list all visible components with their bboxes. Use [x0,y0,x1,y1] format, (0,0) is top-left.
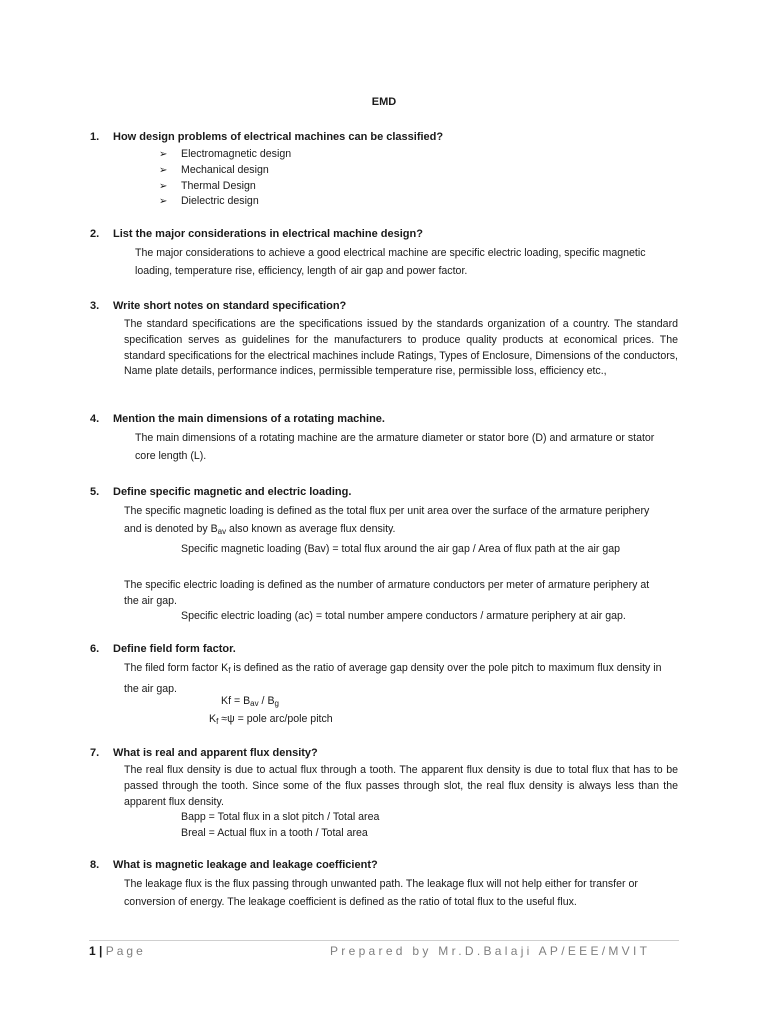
question-1 [90,131,443,143]
footer-divider [89,940,679,941]
question-number: 7. [90,747,100,759]
question-text: Define field form factor. [113,643,236,655]
formula-field-form-factor: $Kf = B_{av} / B_g$ [221,695,279,708]
question-number: 6. [90,643,100,655]
formula-specific-electric-loading: Specific electric loading (ac) = total number ampere conductors / armature periphery at air gap. [181,610,626,622]
answer-6: The filed form factor $K_f$ is defined as the ratio of average gap density over the pole pitch to maximum flux density in the air gap. [124,662,662,695]
arrow-bullet-icon: ➢ [159,164,168,176]
answer-5-magnetic: The specific magnetic loading is defined as the total flux per unit area over the surface of the armature periphery and is denoted by $B_{av}$ also known as average flux density. [124,505,650,536]
arrow-bullet-icon: ➢ [159,196,168,208]
question-text: Write short notes on standard specification? [113,300,347,312]
footer-author: Prepared by Mr.D.Balaji AP/EEE/MVIT [330,944,651,958]
question-number: 4. [90,413,100,425]
q1-bullet-list [159,147,291,210]
question-2 [90,228,423,240]
list-item: ➢ Mechanical design [159,163,291,179]
document-title: EMD [371,96,397,108]
question-number: 3. [90,300,100,312]
list-item: ➢ Dielectric design [159,194,291,210]
question-number: 8. [90,859,100,871]
question-text: What is magnetic leakage and leakage coefficient? [113,859,378,871]
question-5 [90,486,351,498]
formula-real-flux-density: Breal = Actual flux in a tooth / Total area [181,827,368,839]
question-text: Mention the main dimensions of a rotating machine. [113,413,385,425]
answer-8: The leakage flux is the flux passing through unwanted path. The leakage flux will not help either for transfer or conversion of energy. The leakage coefficient is defined as the ratio of total flux to the useful flux. [124,878,638,908]
question-text: Define specific magnetic and electric loading. [113,486,352,498]
question-7 [90,747,318,759]
formula-pole-arc-ratio: $K_f \approx\psi$ = pole arc/pole pitch [209,713,333,726]
footer-page-number: 1 | Page [89,944,146,958]
question-6 [90,643,236,655]
question-number: 2. [90,228,100,240]
question-text: List the major considerations in electrical machine design? [113,228,423,240]
arrow-bullet-icon: ➢ [159,180,168,192]
arrow-bullet-icon: ➢ [159,149,168,160]
formula-specific-magnetic-loading: Specific magnetic loading (Bav) = total flux around the air gap / Area of flux path at the air gap [181,543,621,555]
question-3 [90,300,346,312]
answer-3: The standard specifications are the specifications issued by the standards organization of a country. The standard specification serves as guidelines for the manufacturers to produce quality products at economical prices. The standard specifications for the electrical machines include Ratings, Types of Enclosure, Dimensions of the conductors, Name plate details, performance indices, permissible temperature rise, permissible loss, efficiency etc., [124,318,678,378]
question-text: How design problems of electrical machines can be classified? [113,131,444,143]
question-number: 1. [90,131,100,143]
question-number: 5. [90,486,100,498]
answer-7: The real flux density is due to actual flux through a tooth. The apparent flux density is due to total flux that has to be passed through the tooth. Since some of the flux passes through slot, the real flux density is always less than the apparent flux density. [124,764,678,808]
question-text: What is real and apparent flux density? [113,747,318,759]
formula-apparent-flux-density: Bapp = Total flux in a slot pitch / Total area [181,811,380,823]
question-4 [90,413,385,425]
list-item: ➢ Thermal Design [159,179,291,195]
answer-4: The main dimensions of a rotating machine are the armature diameter or stator bore (D) and armature or stator core length (L). [135,432,655,462]
answer-2: The major considerations to achieve a good electrical machine are specific electric loading, specific magnetic loading, temperature rise, efficiency, length of air gap and power factor. [135,247,646,277]
answer-5-electric: The specific electric loading is defined as the number of armature conductors per meter of armature periphery at the air gap. [124,579,650,607]
list-item: ➢ Electromagnetic design [159,147,291,163]
question-8 [90,859,378,871]
